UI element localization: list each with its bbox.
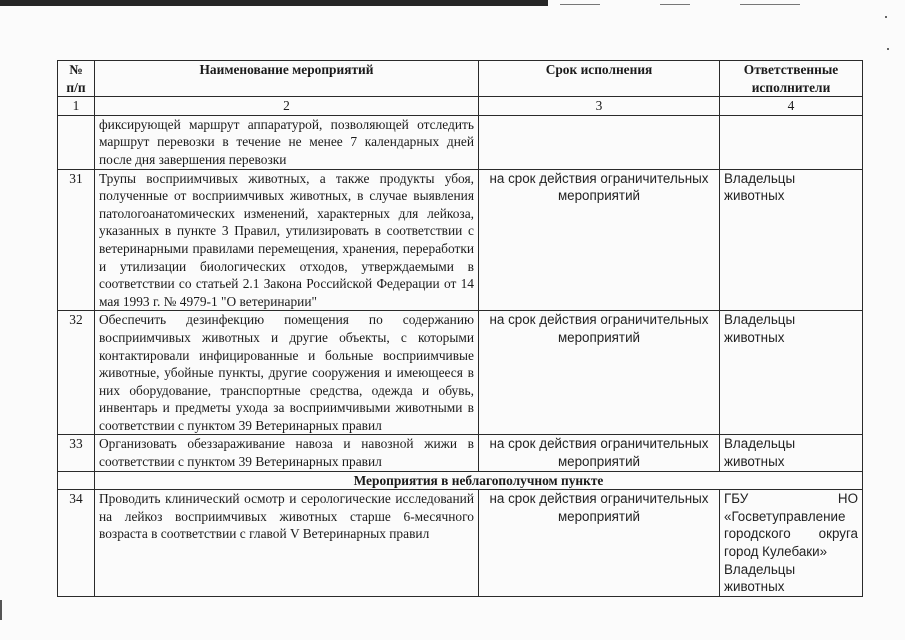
table-row-34 — [58, 490, 863, 597]
row-number: 32 — [58, 311, 95, 435]
column-number: 3 — [479, 97, 720, 116]
term-text: на срок действия ограничительных мероприятий — [479, 490, 720, 597]
continuation-text: фиксирующей маршрут аппаратурой, позволяющей отследить маршрут перевозки в течение не менее 7 календарных дней после дня завершения перевозки — [95, 115, 479, 169]
scan-left-edge — [0, 600, 2, 620]
measure-text: Обеспечить дезинфекцию помещения по содержанию восприимчивых животных и другие объекты, с которыми контактировали инфицированные и больные восприимчивые животные, убойные пункты, другие сооружения и имеющееся в них оборудование, транспортные средства, одежда и обувь, инвентарь и предметы ухода за восприимчивыми животными в соответствии с пунктом 39 Ветеринарных правил — [95, 311, 479, 435]
responsible-text: Владельцы животных — [720, 169, 863, 311]
measure-text: Организовать обеззараживание навоза и навозной жижи в соответствии с пунктом 39 Ветеринарных правил — [95, 435, 479, 471]
table-row-33 — [58, 435, 863, 471]
row-number: 31 — [58, 169, 95, 311]
column-number: 4 — [720, 97, 863, 116]
header-name: Наименование мероприятий — [95, 61, 479, 97]
responsible-cell — [720, 490, 863, 597]
measure-text: Проводить клинический осмотр и серологические исследований на лейкоз восприимчивых животных старше 6-месячного возраста в соответствии с главой V Ветеринарных правил — [95, 490, 479, 597]
column-number: 2 — [95, 97, 479, 116]
table-row-32 — [58, 311, 863, 435]
responsible-text: Владельцы животных — [720, 311, 863, 435]
term-text: на срок действия ограничительных мероприятий — [479, 435, 720, 471]
scan-dash — [660, 4, 690, 5]
measures-table — [57, 60, 863, 597]
row-number: 34 — [58, 490, 95, 597]
responsible-text: Владельцы животных — [724, 561, 796, 595]
row-number: 33 — [58, 435, 95, 471]
term-text: на срок действия ограничительных мероприятий — [479, 169, 720, 311]
scan-top-border — [0, 0, 548, 6]
header-term: Срок исполнения — [479, 61, 720, 97]
responsible-text: ГБУ НО «Госветуправление городского округа город Кулебаки» — [724, 491, 858, 560]
scan-speck — [885, 16, 887, 18]
scan-dash — [740, 4, 800, 5]
responsible-empty — [720, 115, 863, 169]
table-row-continuation — [58, 115, 863, 169]
section-num-empty — [58, 471, 95, 490]
row-num-empty — [58, 115, 95, 169]
term-empty — [479, 115, 720, 169]
scan-dash — [560, 4, 600, 5]
column-number: 1 — [58, 97, 95, 116]
table-row-31 — [58, 169, 863, 311]
section-row — [58, 471, 863, 490]
section-title: Мероприятия в неблагополучном пункте — [95, 471, 863, 490]
term-text: на срок действия ограничительных мероприятий — [479, 311, 720, 435]
responsible-text: Владельцы животных — [720, 435, 863, 471]
header-responsible: Ответственные исполнители — [720, 61, 863, 97]
column-numbers-row — [58, 97, 863, 116]
scan-speck — [887, 48, 889, 50]
header-num: № п/п — [58, 61, 95, 97]
table-header-row — [58, 61, 863, 97]
measure-text: Трупы восприимчивых животных, а также продукты убоя, полученные от восприимчивых животных, в случае выявления патологоанатомических изменений, характерных для лейкоза, указанных в пункте 3 Правил, утилизировать в соответствии с ветеринарными правилами перемещения, хранения, переработки и утилизации биологических отходов, утверждаемыми в соответствии со статьей 2.1 Закона Российской Федерации от 14 мая 1993 г. № 4979-1 "О ветеринарии" — [95, 169, 479, 311]
